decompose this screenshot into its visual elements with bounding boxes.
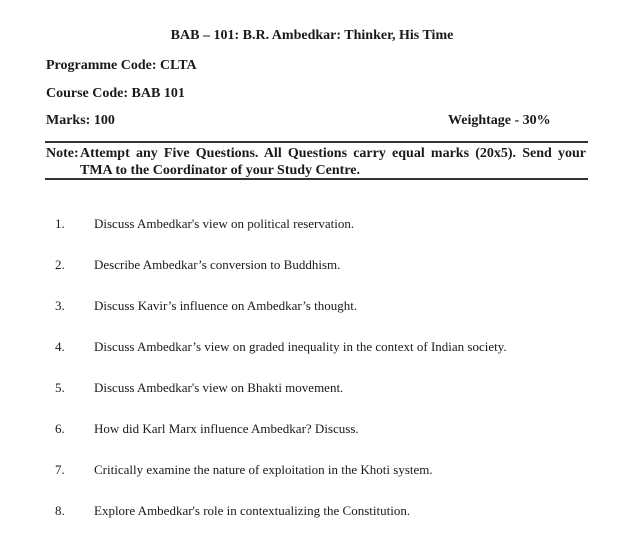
weightage: Weightage - 30% xyxy=(448,113,551,128)
note-text: Attempt any Five Questions. All Questions carry equal marks (20x5). Send your TMA to the Coordinator of your Study Centre. xyxy=(80,146,586,178)
question-number: 3. xyxy=(55,298,65,313)
note-bottom-rule xyxy=(45,178,588,180)
question-text: Describe Ambedkar’s conversion to Buddhism. xyxy=(94,257,341,272)
question-text: Explore Ambedkar's role in contextualizing the Constitution. xyxy=(94,503,411,518)
note-label: Note: xyxy=(46,146,79,161)
programme-code: Programme Code: CLTA xyxy=(46,58,197,73)
note-top-rule xyxy=(45,141,588,143)
document-title: BAB – 101: B.R. Ambedkar: Thinker, His Time xyxy=(170,28,454,43)
note-block xyxy=(46,145,586,179)
question-text: Discuss Ambedkar's view on Bhakti movement. xyxy=(94,380,344,395)
question-text: Discuss Kavir’s influence on Ambedkar’s thought. xyxy=(94,298,358,313)
question-number: 5. xyxy=(55,380,65,395)
marks: Marks: 100 xyxy=(46,113,115,128)
question-number: 7. xyxy=(55,462,65,477)
question-number: 4. xyxy=(55,339,65,354)
question-text: Discuss Ambedkar's view on political reservation. xyxy=(94,216,355,231)
course-code: Course Code: BAB 101 xyxy=(46,86,185,101)
question-text: Critically examine the nature of exploitation in the Khoti system. xyxy=(94,462,433,477)
question-text: Discuss Ambedkar’s view on graded inequality in the context of Indian society. xyxy=(94,339,507,354)
question-number: 2. xyxy=(55,257,65,272)
question-number: 6. xyxy=(55,421,65,436)
question-number: 8. xyxy=(55,503,65,518)
question-text: How did Karl Marx influence Ambedkar? Discuss. xyxy=(94,421,359,436)
question-number: 1. xyxy=(55,216,65,231)
